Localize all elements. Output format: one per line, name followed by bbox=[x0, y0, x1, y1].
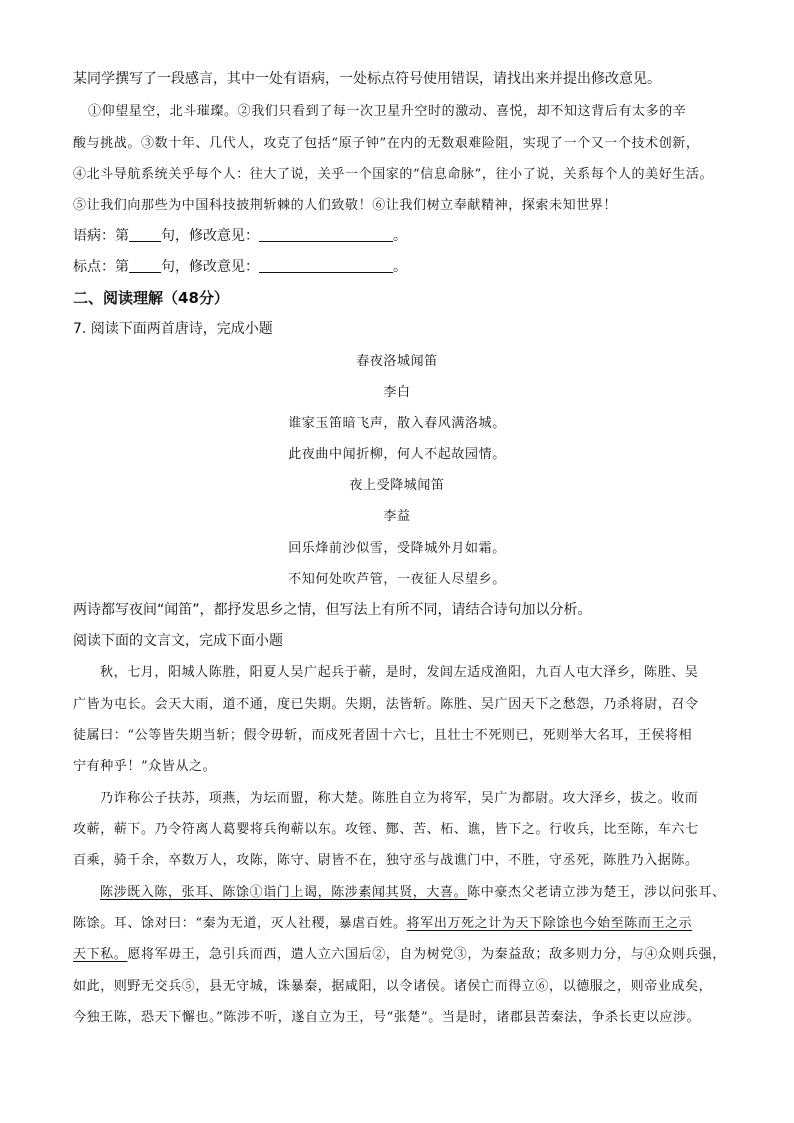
section-title: 二、阅读理解（48分） bbox=[73, 289, 229, 307]
classical-para2-line: 乃诈称公子扶苏，项燕，为坛而盟，称大楚。陈胜自立为将军，吴广为都尉。攻大泽乡，拔之。收而 bbox=[100, 791, 699, 806]
grammar-label: 语病：第 bbox=[73, 228, 129, 244]
q6-prompt: 某同学撰写了一段感言，其中一处有语病，一处标点符号使用错误，请找出来并提出修改意见。 bbox=[73, 71, 661, 87]
poem1-line: 谁家玉笛暗飞声，散入春风满洛城。 bbox=[288, 416, 506, 431]
q6-passage-line: 酸与挑战。③数十年、几代人，攻克了包括“原子钟”在内的无数艰难险阻，实现了一个又一个技术创新， bbox=[73, 136, 700, 151]
classical-para3-line: 今独王陈，恐天下懈也。”陈涉不听，遂自立为王，号“张楚”。当是时，诸郡县苦秦法，争杀长吏以应涉。 bbox=[73, 1010, 701, 1025]
punct-answer-row bbox=[73, 256, 407, 276]
underlined-sentence: 天下私。 bbox=[73, 947, 128, 962]
grammar-answer-row bbox=[73, 225, 407, 245]
classical-para2-line: 百乘，骑千余，卒数万人，攻陈，陈守、尉皆不在，独守丞与战谯门中，不胜，守丞死，陈胜乃入据陈。 bbox=[73, 853, 699, 868]
underlined-sentence: 陈涉既入陈，张耳、陈馀①诣门上谒，陈涉素闻其贤，大喜。 bbox=[100, 885, 468, 900]
q7-prompt: 7. 阅读下面两首唐诗，完成小题 bbox=[73, 321, 273, 337]
grammar-sentence-blank[interactable] bbox=[129, 227, 161, 242]
poem2-author: 李益 bbox=[383, 509, 411, 524]
classical-para1-line: 秋，七月，阳城人陈胜，阳夏人吴广起兵于蕲，是时，发闾左适戍渔阳，九百人屯大泽乡，陈胜、吴 bbox=[100, 665, 699, 680]
grammar-mid: 句，修改意见： bbox=[161, 228, 259, 244]
punct-sentence-blank[interactable] bbox=[129, 258, 161, 273]
underlined-sentence: 将军出万死之计为天下除馀也今始至陈而王之示 bbox=[406, 916, 693, 931]
classical-para1-line: 宁有种乎！”众皆从之。 bbox=[73, 759, 217, 774]
punct-suggestion-blank[interactable] bbox=[259, 258, 393, 273]
classical-prompt: 阅读下面的文言文，完成下面小题 bbox=[73, 633, 283, 649]
classical-para1-line: 广皆为屯长。会天大雨，道不通，度已失期。失期，法皆斩。陈胜、吴广因天下之愁怨，乃杀将尉，召令 bbox=[73, 697, 699, 712]
punct-mid: 句，修改意见： bbox=[161, 259, 259, 275]
classical-para1-line: 徒属曰：“公等皆失期当斩；假令毋斩，而戍死者固十六七，且壮士不死则已，死则举大名耳，王侯将相 bbox=[73, 728, 693, 743]
classical-para3-line: 如此，则野无交兵⑤，县无守城，诛暴秦，据咸阳，以令诸侯。诸侯亡而得立⑥，以德服之，则帝业成矣， bbox=[73, 979, 713, 994]
poem1-author: 李白 bbox=[383, 385, 411, 400]
poem2-line: 不知何处吹芦管，一夜征人尽望乡。 bbox=[288, 572, 506, 587]
grammar-suggestion-blank[interactable] bbox=[259, 227, 393, 242]
text-span: 陈馀。耳、馀对曰：“秦为无道，灭人社稷，暴虐百姓。 bbox=[73, 916, 407, 931]
q7-question: 两诗都写夜间“闻笛”，都抒发思乡之情，但写法上有所不同，请结合诗句加以分析。 bbox=[73, 602, 592, 618]
text-span: 陈中豪杰父老请立涉为楚王，涉以问张耳、 bbox=[467, 885, 726, 900]
q6-passage-line: ④北斗导航系统关乎每个人：往大了说，关乎一个国家的“信息命脉”，往小了说，关系每个人的美好生活。 bbox=[73, 167, 714, 182]
punct-label: 标点：第 bbox=[73, 259, 129, 275]
q6-passage-line: ⑤让我们向那些为中国科技披荆斩棘的人们致敬！⑥让我们树立奉献精神，探索未知世界！ bbox=[73, 198, 618, 213]
poem2-line: 回乐烽前沙似雪，受降城外月如霜。 bbox=[288, 541, 506, 556]
q6-passage-line: ①仰望星空，北斗璀璨。②我们只看到了每一次卫星升空时的激动、喜悦，却不知这背后有太多的辛 bbox=[88, 104, 687, 119]
poem2-title: 夜上受降城闻笛 bbox=[349, 478, 445, 493]
classical-para2-line: 攻蕲，蕲下。乃令符离人葛婴将兵徇蕲以东。攻铚、酂、苦、柘、谯，皆下之。行收兵，比至陈，车六七 bbox=[73, 822, 699, 837]
punct-end: 。 bbox=[393, 259, 407, 275]
classical-para3-line bbox=[73, 912, 692, 931]
poem1-title: 春夜洛城闻笛 bbox=[356, 354, 438, 369]
classical-para3-line bbox=[100, 881, 726, 900]
grammar-end: 。 bbox=[393, 228, 407, 244]
classical-para3-line bbox=[73, 943, 726, 962]
poem1-line: 此夜曲中闻折柳，何人不起故园情。 bbox=[288, 447, 506, 462]
text-span: 愿将军毋王，急引兵而西，遣人立六国后②，自为树党③，为秦益敌；敌多则力分，与④众则兵强， bbox=[127, 947, 726, 962]
